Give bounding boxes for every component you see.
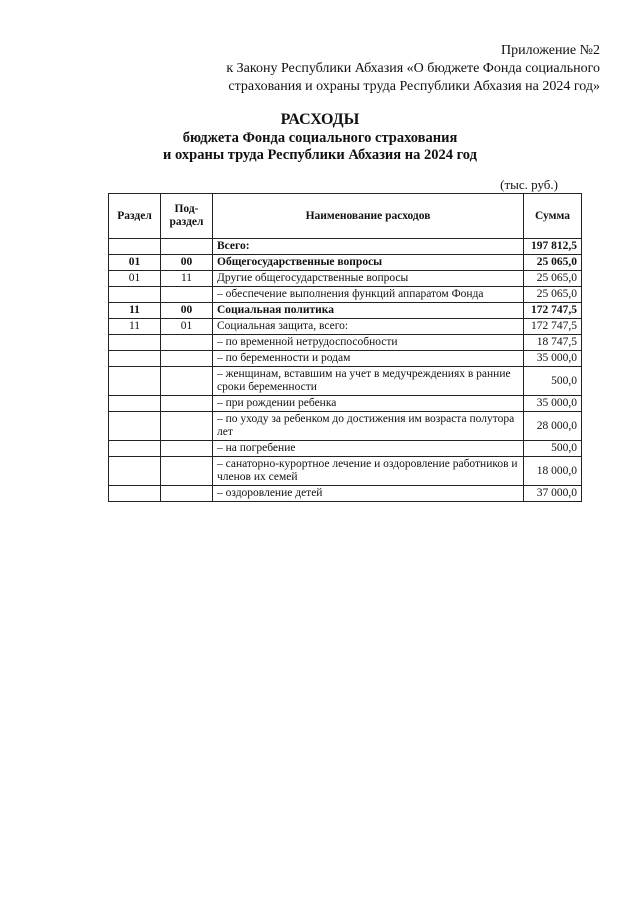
cell-name: Всего: [213,239,524,255]
cell-name: – по уходу за ребенком до достижения им возраста полутора лет [213,412,524,441]
cell-name: Общегосударственные вопросы [213,255,524,271]
table-header-row [109,194,582,239]
cell-amount: 500,0 [524,441,582,457]
table-row [109,367,582,396]
cell-amount: 28 000,0 [524,412,582,441]
cell-subsection [161,287,213,303]
appendix-law-line-1: к Закону Республики Абхазия «О бюджете Фонда социального [226,61,600,76]
table-row [109,351,582,367]
table-row [109,486,582,502]
title-subtitle-2: и охраны труда Республики Абхазия на 2024 год [163,147,477,163]
appendix-number: Приложение №2 [501,43,600,58]
cell-subsection [161,441,213,457]
table-row [109,255,582,271]
cell-section [109,486,161,502]
cell-section [109,457,161,486]
cell-amount: 500,0 [524,367,582,396]
cell-amount: 25 065,0 [524,287,582,303]
appendix-law-line-2: страхования и охраны труда Республики Абхазия на 2024 год» [228,79,600,94]
unit-label: (тыс. руб.) [500,177,558,192]
cell-section [109,412,161,441]
table-row [109,441,582,457]
cell-subsection [161,367,213,396]
cell-amount: 25 065,0 [524,255,582,271]
cell-subsection: 01 [161,319,213,335]
cell-subsection [161,457,213,486]
cell-name: – санаторно-курортное лечение и оздоровление работников и членов их семей [213,457,524,486]
expenses-table [108,193,582,502]
cell-name: – при рождении ребенка [213,396,524,412]
cell-name: – женщинам, вставшим на учет в медучреждениях в ранние сроки беременности [213,367,524,396]
header-name: Наименование расходов [213,194,524,239]
cell-section [109,396,161,412]
table-row [109,287,582,303]
document-title [0,110,640,164]
cell-section: 11 [109,303,161,319]
appendix-header [140,42,600,96]
table-row [109,239,582,255]
cell-section: 11 [109,319,161,335]
header-section: Раздел [109,194,161,239]
table-row [109,335,582,351]
cell-amount: 35 000,0 [524,396,582,412]
cell-amount: 35 000,0 [524,351,582,367]
cell-subsection [161,335,213,351]
header-subsection [161,194,213,239]
cell-amount: 18 747,5 [524,335,582,351]
table-row [109,303,582,319]
cell-amount: 25 065,0 [524,271,582,287]
cell-section [109,335,161,351]
cell-section [109,441,161,457]
cell-subsection [161,486,213,502]
table-body [109,239,582,502]
cell-section: 01 [109,271,161,287]
table-row [109,396,582,412]
table-row [109,457,582,486]
header-subsection-text: Под- раздел [169,203,204,228]
header-amount: Сумма [524,194,582,239]
cell-subsection [161,412,213,441]
cell-name: – на погребение [213,441,524,457]
cell-section [109,239,161,255]
table-row [109,319,582,335]
cell-name: Социальная политика [213,303,524,319]
cell-subsection: 11 [161,271,213,287]
cell-section [109,351,161,367]
cell-name: – по временной нетрудоспособности [213,335,524,351]
cell-name: Другие общегосударственные вопросы [213,271,524,287]
cell-amount: 197 812,5 [524,239,582,255]
title-main: РАСХОДЫ [280,111,360,128]
cell-subsection: 00 [161,303,213,319]
title-subtitle-1: бюджета Фонда социального страхования [182,130,458,146]
cell-amount: 37 000,0 [524,486,582,502]
cell-subsection [161,396,213,412]
cell-section: 01 [109,255,161,271]
cell-subsection: 00 [161,255,213,271]
cell-subsection [161,351,213,367]
cell-subsection [161,239,213,255]
cell-section [109,367,161,396]
cell-name: Социальная защита, всего: [213,319,524,335]
table-row [109,271,582,287]
cell-amount: 172 747,5 [524,303,582,319]
cell-name: – по беременности и родам [213,351,524,367]
cell-name: – обеспечение выполнения функций аппаратом Фонда [213,287,524,303]
cell-name: – оздоровление детей [213,486,524,502]
cell-amount: 172 747,5 [524,319,582,335]
table-row [109,412,582,441]
cell-section [109,287,161,303]
cell-amount: 18 000,0 [524,457,582,486]
